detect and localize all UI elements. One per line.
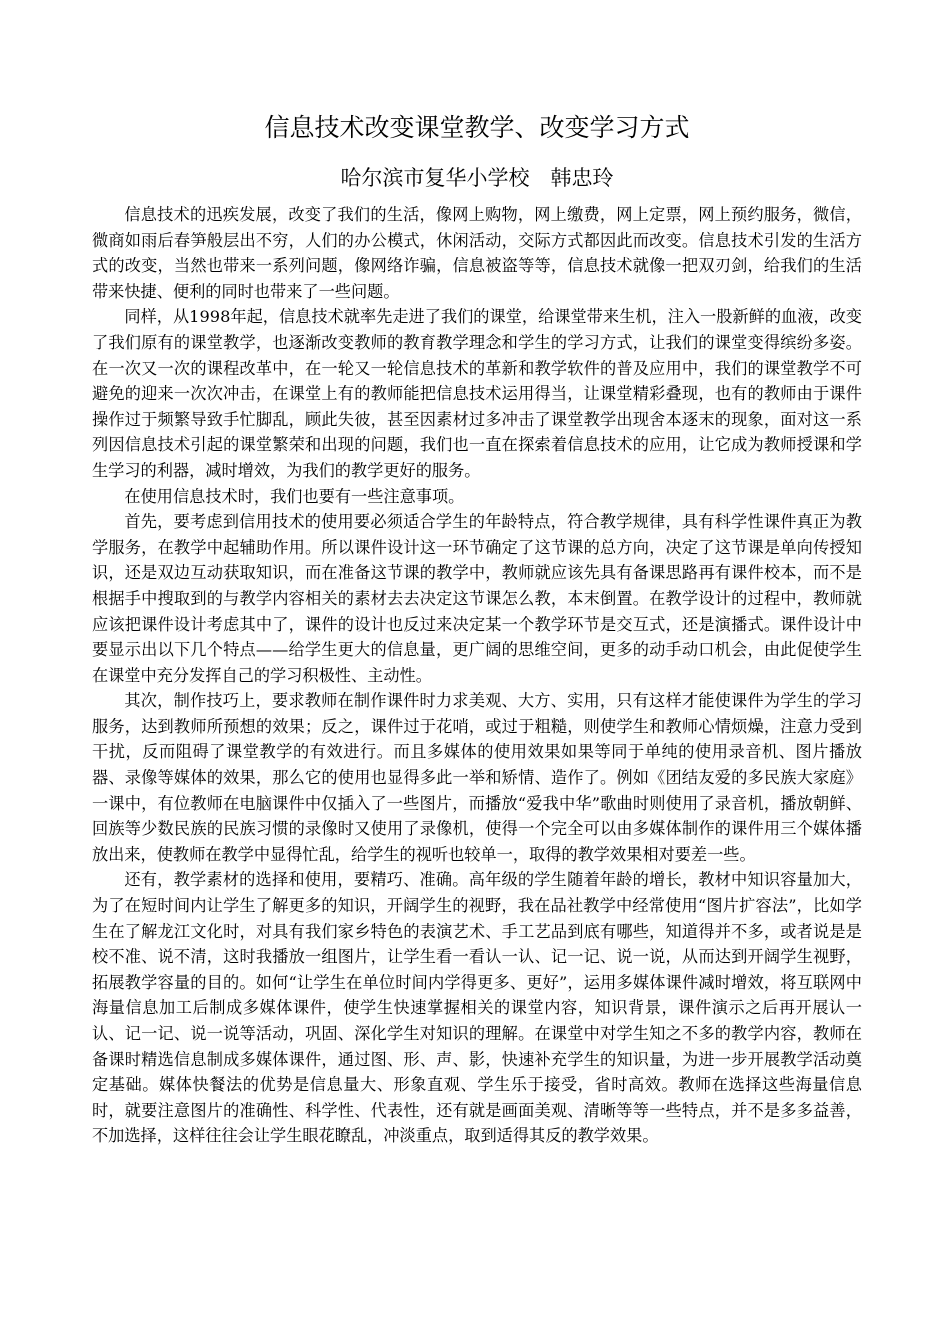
paragraph-second: 其次，制作技巧上，要求教师在制作课件时力求美观、大方、实用，只有这样才能使课件为学生的学习服务，达到教师所预想的效果；反之，课件过于花哨，或过于粗糙，则使学生和教师心情烦燥，注意力受到干扰，反而阻碍了课堂教学的有效进行。而且多媒体的使用效果如果等同于单纯的使用录音机、图片播放器、录像等媒体的效果，那么它的使用也显得多此一举和矫情、造作了。例如《团结友爱的多民族大家庭》一课中，有位教师在电脑课件中仅插入了一些图片，而播放“爱我中华”歌曲时则使用了录音机，播放朝鲜、回族等少数民族的民族习惯的录像时又使用了录像机，使得一个完全可以由多媒体制作的课件用三个媒体播放出来，使教师在教学中显得忙乱，给学生的视听也较单一，取得的教学效果相对要差一些。 [92,691,862,864]
paragraph-classroom: 同样，从1998年起，信息技术就率先走进了我们的课堂，给课堂带来生机，注入一股新鲜的血液，改变了我们原有的课堂教学，也逐渐改变教师的教育教学理念和学生的学习方式，让我们的课堂变得缤纷多姿。在一次又一次的课程改革中，在一轮又一轮信息技术的革新和教学软件的普及应用中，我们的课堂教学不可避免的迎来一次次冲击，在课堂上有的教师能把信息技术运用得当，让课堂精彩叠现，也有的教师由于课件操作过于频繁导致手忙脚乱，顾此失彼，甚至因素材过多冲击了课堂教学出现舍本逐末的现象，面对这一系列因信息技术引起的课堂繁荣和出现的问题，我们也一直在探索着信息技术的应用，让它成为教师授课和学生学习的利器，减时增效，为我们的教学更好的服务。 [92,307,862,480]
document-author: 哈尔滨市复华小学校 韩忠玲 [340,166,614,190]
document-title: 信息技术改变课堂教学、改变学习方式 [264,113,690,142]
paragraph-notes: 在使用信息技术时，我们也要有一些注意事项。 [124,486,465,506]
paragraph-third: 还有，教学素材的选择和使用，要精巧、准确。高年级的学生随着年龄的增长，教材中知识容量加大，为了在短时间内让学生了解更多的知识，开阔学生的视野，我在品社教学中经常使用“图片扩容法”，比如学生在了解龙江文化时，对具有我们家乡特色的表演艺术、手工艺品到底有哪些，知道得并不多，或者说是是校不准、说不清，这时我播放一组图片，让学生看一看认一认、记一记、说一说，从而达到开阔学生视野，拓展教学容量的目的。如何“让学生在单位时间内学得更多、更好”，运用多媒体课件减时增效，将互联网中海量信息加工后制成多媒体课件，使学生快速掌握相关的课堂内容，知识背景，课件演示之后再开展认一认、记一记、说一说等活动，巩固、深化学生对知识的理解。在课堂中对学生知之不多的教学内容，教师在备课时精选信息制成多媒体课件，通过图、形、声、影，快速补充学生的知识量，为进一步开展教学活动奠定基础。媒体快餐法的优势是信息量大、形象直观、学生乐于接受，省时高效。教师在选择这些海量信息时，就要注意图片的准确性、科学性、代表性，还有就是画面美观、清晰等等一些特点，并不是多多益善，不加选择，这样往往会让学生眼花瞭乱，冲淡重点，取到适得其反的教学效果。 [92,870,862,1146]
paragraph-first: 首先，要考虑到信用技术的使用要必须适合学生的年龄特点，符合教学规律，具有科学性课件真正为教学服务，在教学中起辅助作用。所以课件设计这一环节确定了这节课的总方向，决定了这节课是单向传授知识，还是双边互动获取知识，而在准备这节课的教学中，教师就应该先具有备课思路再有课件校本，而不是根据手中搜取到的与教学内容相关的素材去去决定这节课怎么教，本末倒置。在教学设计的过程中，教师就应该把课件设计考虑其中了，课件的设计也反过来决定某一个教学环节是交互式，还是演播式。课件设计中要显示出以下几个特点——给学生更大的信息量，更广阔的思维空间，更多的动手动口机会，由此促使学生在课堂中充分发挥自己的学习积极性、主动性。 [92,512,862,685]
document-body [92,202,862,1149]
paragraph-intro: 信息技术的迅疾发展，改变了我们的生活，像网上购物，网上缴费，网上定票，网上预约服务，微信，微商如雨后春笋般层出不穷，人们的办公模式，休闲活动，交际方式都因此而改变。信息技术引发的生活方式的改变，当然也带来一系列问题，像网络诈骗，信息被盗等等，信息技术就像一把双刃剑，给我们的生活带来快捷、便利的同时也带来了一些问题。 [92,205,862,301]
document-page [92,0,862,1149]
